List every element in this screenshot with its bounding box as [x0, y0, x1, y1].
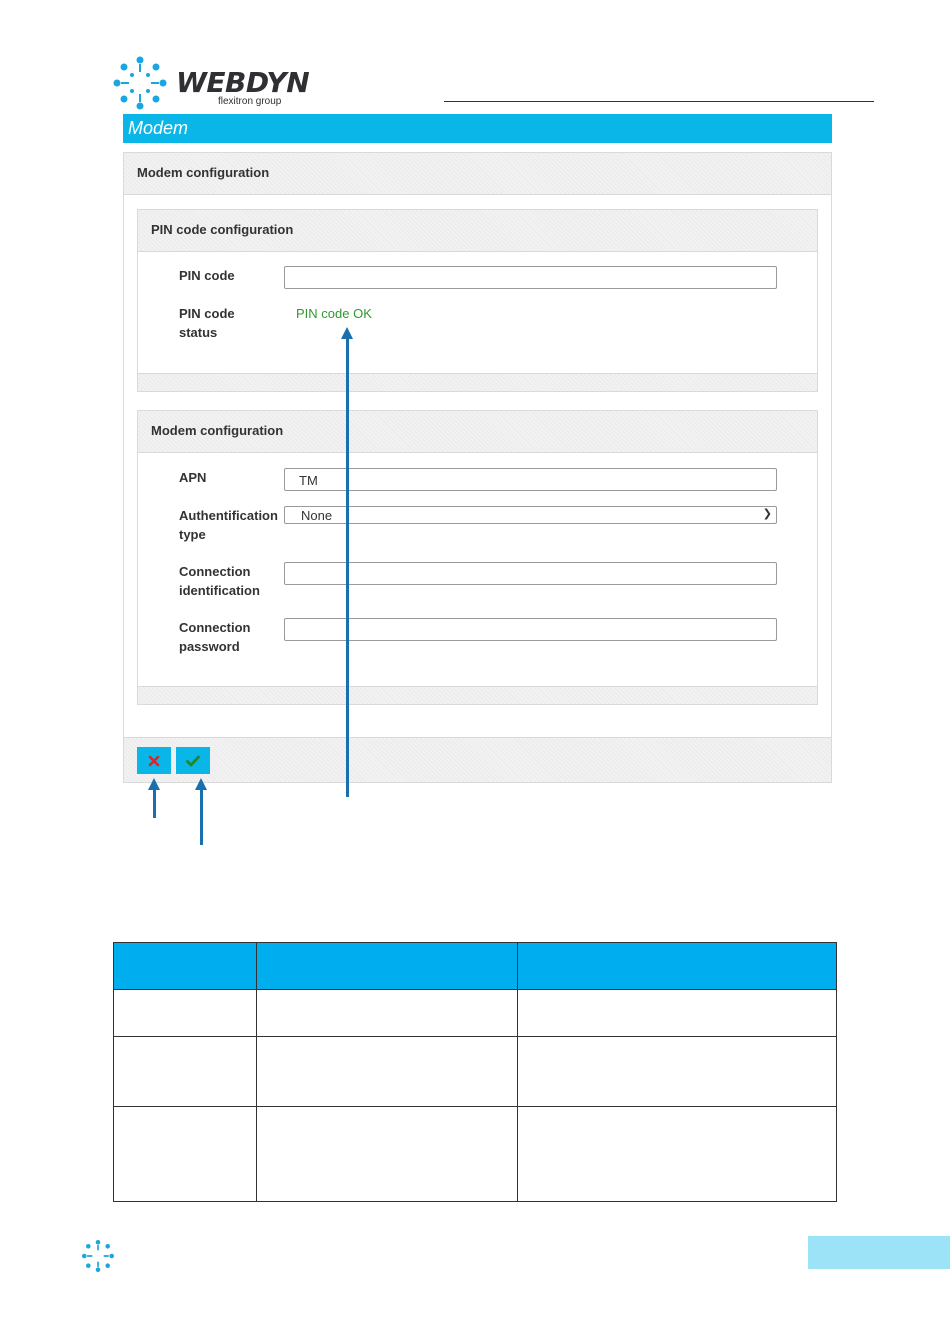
- table-cell: [114, 1107, 257, 1202]
- apn-label: APN: [179, 470, 207, 485]
- modem-config-panel: [123, 152, 832, 783]
- pin-section-title: PIN code configuration: [151, 222, 294, 237]
- table-cell: [257, 990, 518, 1037]
- brand-name: WEBDYN: [176, 66, 310, 99]
- table-header-row: [114, 943, 837, 990]
- pin-code-label: PIN code: [179, 268, 235, 283]
- table-header-cell: [518, 943, 837, 990]
- table-cell: [257, 1037, 518, 1107]
- table-header-cell: [257, 943, 518, 990]
- page-title: Modem: [128, 118, 189, 138]
- table-cell: [518, 990, 837, 1037]
- page-number-tab: [808, 1236, 950, 1269]
- confirm-button[interactable]: [176, 747, 210, 774]
- table-cell: [518, 1107, 837, 1202]
- pin-section: [137, 209, 818, 392]
- panel-header: [124, 153, 831, 195]
- chevron-down-icon: ❯: [762, 508, 772, 520]
- pin-section-footer: [138, 373, 817, 391]
- pin-code-input[interactable]: [284, 266, 777, 289]
- table-row: [114, 1037, 837, 1107]
- panel-footer: [124, 737, 831, 782]
- table-row: [114, 990, 837, 1037]
- conn-password-label: Connection password: [179, 620, 251, 654]
- auth-type-label: Authentification type: [179, 508, 278, 542]
- conn-id-label: Connection identification: [179, 564, 260, 598]
- legend-table: [113, 942, 837, 1202]
- table-header-cell: [114, 943, 257, 990]
- footer-logo-icon: [82, 1240, 114, 1272]
- auth-type-value: None: [301, 508, 333, 523]
- check-icon: [186, 755, 200, 767]
- conn-password-input[interactable]: [284, 618, 777, 641]
- modem-section: [137, 410, 818, 705]
- table-cell: [114, 990, 257, 1037]
- table-row: [114, 1107, 837, 1202]
- header-divider: [444, 101, 874, 102]
- status-arrow: [346, 337, 349, 797]
- conn-id-input[interactable]: [284, 562, 777, 585]
- cancel-arrow: [153, 788, 156, 818]
- panel-title: Modem configuration: [137, 165, 270, 180]
- pin-status-value: PIN code OK: [296, 306, 372, 321]
- pin-section-header: [138, 210, 817, 252]
- auth-type-select[interactable]: [284, 506, 777, 524]
- pin-status-label: PIN code status: [179, 306, 235, 340]
- table-cell: [257, 1107, 518, 1202]
- page-title-bar: [123, 114, 832, 143]
- cancel-button[interactable]: [137, 747, 171, 774]
- brand-subtitle: flexitron group: [218, 96, 282, 107]
- confirm-arrow: [200, 788, 203, 845]
- table-cell: [518, 1037, 837, 1107]
- apn-input[interactable]: TM: [284, 468, 777, 491]
- cross-icon: [148, 755, 160, 767]
- modem-section-footer: [138, 686, 817, 704]
- modem-section-title: Modem configuration: [151, 423, 284, 438]
- table-cell: [114, 1037, 257, 1107]
- modem-section-header: [138, 411, 817, 453]
